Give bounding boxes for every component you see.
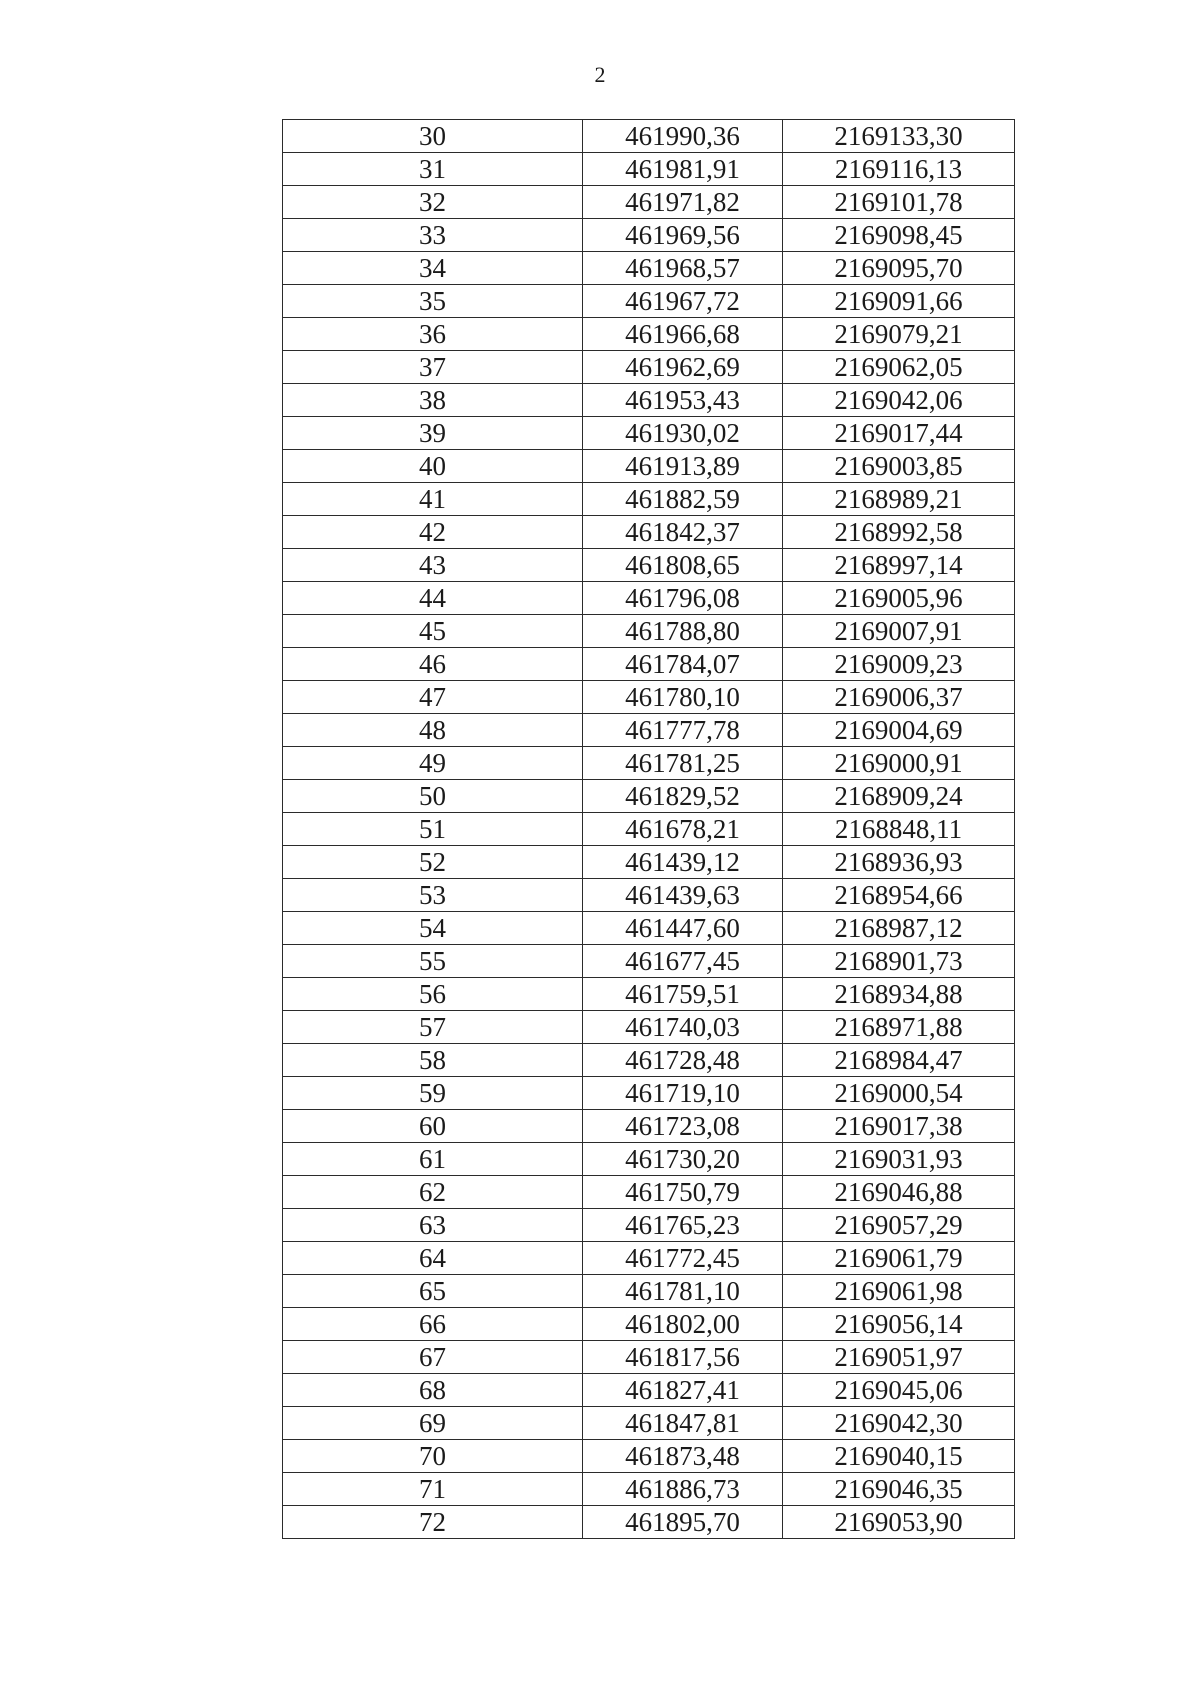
point-number-cell: 50 (283, 780, 583, 813)
y-coordinate-cell: 2168909,24 (783, 780, 1015, 813)
point-number-cell: 63 (283, 1209, 583, 1242)
y-coordinate-cell: 2169095,70 (783, 252, 1015, 285)
point-number-cell: 57 (283, 1011, 583, 1044)
x-coordinate-cell: 461913,89 (583, 450, 783, 483)
point-number-cell: 56 (283, 978, 583, 1011)
table-row (283, 351, 1015, 384)
x-coordinate-cell: 461765,23 (583, 1209, 783, 1242)
table-row (283, 1044, 1015, 1077)
x-coordinate-cell: 461788,80 (583, 615, 783, 648)
point-number-cell: 44 (283, 582, 583, 615)
table-row (283, 1473, 1015, 1506)
y-coordinate-cell: 2169042,30 (783, 1407, 1015, 1440)
x-coordinate-cell: 461730,20 (583, 1143, 783, 1176)
x-coordinate-cell: 461447,60 (583, 912, 783, 945)
point-number-cell: 33 (283, 219, 583, 252)
point-number-cell: 67 (283, 1341, 583, 1374)
table-row (283, 1440, 1015, 1473)
y-coordinate-cell: 2169009,23 (783, 648, 1015, 681)
table-row (283, 747, 1015, 780)
point-number-cell: 71 (283, 1473, 583, 1506)
y-coordinate-cell: 2169056,14 (783, 1308, 1015, 1341)
x-coordinate-cell: 461930,02 (583, 417, 783, 450)
point-number-cell: 61 (283, 1143, 583, 1176)
y-coordinate-cell: 2169079,21 (783, 318, 1015, 351)
table-row (283, 1110, 1015, 1143)
y-coordinate-cell: 2169046,88 (783, 1176, 1015, 1209)
table-row (283, 1341, 1015, 1374)
x-coordinate-cell: 461777,78 (583, 714, 783, 747)
point-number-cell: 69 (283, 1407, 583, 1440)
x-coordinate-cell: 461750,79 (583, 1176, 783, 1209)
x-coordinate-cell: 461847,81 (583, 1407, 783, 1440)
x-coordinate-cell: 461772,45 (583, 1242, 783, 1275)
y-coordinate-cell: 2169046,35 (783, 1473, 1015, 1506)
x-coordinate-cell: 461784,07 (583, 648, 783, 681)
point-number-cell: 52 (283, 846, 583, 879)
y-coordinate-cell: 2168954,66 (783, 879, 1015, 912)
point-number-cell: 55 (283, 945, 583, 978)
x-coordinate-cell: 461817,56 (583, 1341, 783, 1374)
y-coordinate-cell: 2168997,14 (783, 549, 1015, 582)
point-number-cell: 70 (283, 1440, 583, 1473)
x-coordinate-cell: 461882,59 (583, 483, 783, 516)
point-number-cell: 32 (283, 186, 583, 219)
point-number-cell: 42 (283, 516, 583, 549)
table-row (283, 483, 1015, 516)
x-coordinate-cell: 461842,37 (583, 516, 783, 549)
table-row (283, 714, 1015, 747)
x-coordinate-cell: 461969,56 (583, 219, 783, 252)
table-row (283, 1374, 1015, 1407)
y-coordinate-cell: 2169091,66 (783, 285, 1015, 318)
point-number-cell: 31 (283, 153, 583, 186)
x-coordinate-cell: 461439,12 (583, 846, 783, 879)
table-row (283, 780, 1015, 813)
x-coordinate-cell: 461829,52 (583, 780, 783, 813)
x-coordinate-cell: 461827,41 (583, 1374, 783, 1407)
y-coordinate-cell: 2168934,88 (783, 978, 1015, 1011)
point-number-cell: 41 (283, 483, 583, 516)
y-coordinate-cell: 2169045,06 (783, 1374, 1015, 1407)
y-coordinate-cell: 2169000,54 (783, 1077, 1015, 1110)
table-row (283, 846, 1015, 879)
point-number-cell: 72 (283, 1506, 583, 1539)
x-coordinate-cell: 461967,72 (583, 285, 783, 318)
table-row (283, 879, 1015, 912)
table-row (283, 1242, 1015, 1275)
y-coordinate-cell: 2169098,45 (783, 219, 1015, 252)
point-number-cell: 66 (283, 1308, 583, 1341)
point-number-cell: 35 (283, 285, 583, 318)
x-coordinate-cell: 461981,91 (583, 153, 783, 186)
y-coordinate-cell: 2169005,96 (783, 582, 1015, 615)
x-coordinate-cell: 461781,10 (583, 1275, 783, 1308)
y-coordinate-cell: 2169116,13 (783, 153, 1015, 186)
table-row (283, 681, 1015, 714)
point-number-cell: 68 (283, 1374, 583, 1407)
point-number-cell: 43 (283, 549, 583, 582)
y-coordinate-cell: 2169062,05 (783, 351, 1015, 384)
x-coordinate-cell: 461677,45 (583, 945, 783, 978)
table-row (283, 120, 1015, 153)
y-coordinate-cell: 2168984,47 (783, 1044, 1015, 1077)
y-coordinate-cell: 2169040,15 (783, 1440, 1015, 1473)
y-coordinate-cell: 2168936,93 (783, 846, 1015, 879)
y-coordinate-cell: 2169061,98 (783, 1275, 1015, 1308)
x-coordinate-cell: 461962,69 (583, 351, 783, 384)
x-coordinate-cell: 461796,08 (583, 582, 783, 615)
point-number-cell: 45 (283, 615, 583, 648)
point-number-cell: 36 (283, 318, 583, 351)
table-row (283, 1011, 1015, 1044)
table-row (283, 912, 1015, 945)
y-coordinate-cell: 2169051,97 (783, 1341, 1015, 1374)
y-coordinate-cell: 2169006,37 (783, 681, 1015, 714)
point-number-cell: 58 (283, 1044, 583, 1077)
x-coordinate-cell: 461780,10 (583, 681, 783, 714)
x-coordinate-cell: 461968,57 (583, 252, 783, 285)
x-coordinate-cell: 461740,03 (583, 1011, 783, 1044)
point-number-cell: 47 (283, 681, 583, 714)
x-coordinate-cell: 461728,48 (583, 1044, 783, 1077)
y-coordinate-cell: 2169053,90 (783, 1506, 1015, 1539)
table-row (283, 813, 1015, 846)
y-coordinate-cell: 2169000,91 (783, 747, 1015, 780)
table-row (283, 219, 1015, 252)
x-coordinate-cell: 461953,43 (583, 384, 783, 417)
y-coordinate-cell: 2169101,78 (783, 186, 1015, 219)
x-coordinate-cell: 461895,70 (583, 1506, 783, 1539)
y-coordinate-cell: 2169007,91 (783, 615, 1015, 648)
point-number-cell: 62 (283, 1176, 583, 1209)
y-coordinate-cell: 2168971,88 (783, 1011, 1015, 1044)
point-number-cell: 51 (283, 813, 583, 846)
table-row (283, 978, 1015, 1011)
table-row (283, 648, 1015, 681)
x-coordinate-cell: 461759,51 (583, 978, 783, 1011)
x-coordinate-cell: 461808,65 (583, 549, 783, 582)
table-row (283, 1143, 1015, 1176)
table-row (283, 186, 1015, 219)
x-coordinate-cell: 461719,10 (583, 1077, 783, 1110)
point-number-cell: 39 (283, 417, 583, 450)
table-row (283, 1275, 1015, 1308)
table-row (283, 417, 1015, 450)
y-coordinate-cell: 2169061,79 (783, 1242, 1015, 1275)
point-number-cell: 64 (283, 1242, 583, 1275)
y-coordinate-cell: 2169042,06 (783, 384, 1015, 417)
y-coordinate-cell: 2169004,69 (783, 714, 1015, 747)
y-coordinate-cell: 2168992,58 (783, 516, 1015, 549)
x-coordinate-cell: 461971,82 (583, 186, 783, 219)
table-row (283, 318, 1015, 351)
table-row (283, 252, 1015, 285)
table-row (283, 549, 1015, 582)
table-row (283, 615, 1015, 648)
table-row (283, 1176, 1015, 1209)
page-number: 2 (594, 62, 606, 87)
point-number-cell: 46 (283, 648, 583, 681)
point-number-cell: 30 (283, 120, 583, 153)
y-coordinate-cell: 2168987,12 (783, 912, 1015, 945)
x-coordinate-cell: 461990,36 (583, 120, 783, 153)
x-coordinate-cell: 461678,21 (583, 813, 783, 846)
y-coordinate-cell: 2169003,85 (783, 450, 1015, 483)
point-number-cell: 60 (283, 1110, 583, 1143)
point-number-cell: 53 (283, 879, 583, 912)
table-row (283, 153, 1015, 186)
point-number-cell: 34 (283, 252, 583, 285)
point-number-cell: 37 (283, 351, 583, 384)
table-row (283, 1407, 1015, 1440)
point-number-cell: 38 (283, 384, 583, 417)
x-coordinate-cell: 461723,08 (583, 1110, 783, 1143)
point-number-cell: 65 (283, 1275, 583, 1308)
table-row (283, 450, 1015, 483)
coordinates-table (282, 119, 1015, 1539)
table-row (283, 582, 1015, 615)
point-number-cell: 49 (283, 747, 583, 780)
y-coordinate-cell: 2168848,11 (783, 813, 1015, 846)
point-number-cell: 40 (283, 450, 583, 483)
point-number-cell: 54 (283, 912, 583, 945)
table-row (283, 285, 1015, 318)
y-coordinate-cell: 2169057,29 (783, 1209, 1015, 1242)
y-coordinate-cell: 2169031,93 (783, 1143, 1015, 1176)
coordinates-table-body (283, 120, 1015, 1539)
y-coordinate-cell: 2169133,30 (783, 120, 1015, 153)
table-row (283, 1308, 1015, 1341)
x-coordinate-cell: 461886,73 (583, 1473, 783, 1506)
point-number-cell: 59 (283, 1077, 583, 1110)
table-row (283, 945, 1015, 978)
x-coordinate-cell: 461802,00 (583, 1308, 783, 1341)
table-row (283, 516, 1015, 549)
table-row (283, 1077, 1015, 1110)
x-coordinate-cell: 461966,68 (583, 318, 783, 351)
x-coordinate-cell: 461873,48 (583, 1440, 783, 1473)
y-coordinate-cell: 2168989,21 (783, 483, 1015, 516)
table-row (283, 1209, 1015, 1242)
table-row (283, 384, 1015, 417)
x-coordinate-cell: 461781,25 (583, 747, 783, 780)
y-coordinate-cell: 2169017,38 (783, 1110, 1015, 1143)
table-row (283, 1506, 1015, 1539)
y-coordinate-cell: 2169017,44 (783, 417, 1015, 450)
point-number-cell: 48 (283, 714, 583, 747)
x-coordinate-cell: 461439,63 (583, 879, 783, 912)
y-coordinate-cell: 2168901,73 (783, 945, 1015, 978)
